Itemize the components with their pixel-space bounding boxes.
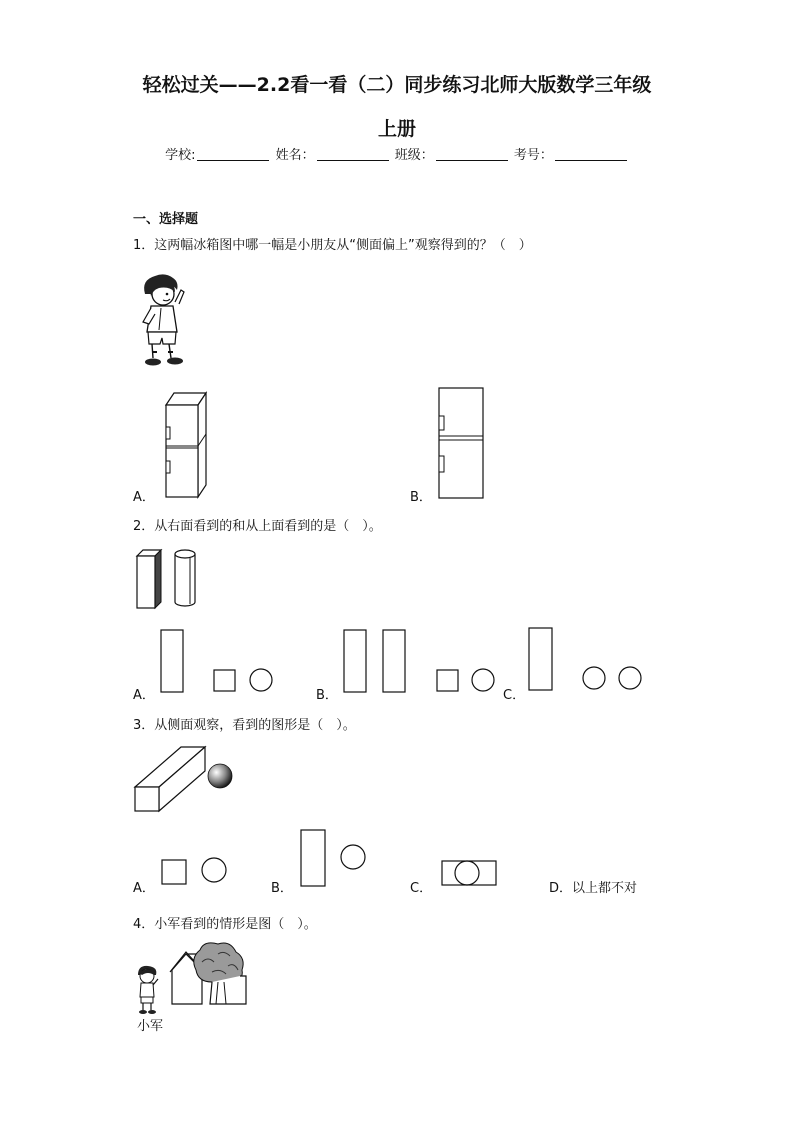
class-blank[interactable] [436, 148, 508, 161]
q3-option-d-label[interactable]: D．以上都不对 [549, 881, 638, 896]
exam-no-blank[interactable] [555, 148, 627, 161]
question-3-text: 3．从侧面观察，看到的图形是（ ）。 [133, 718, 356, 733]
q3-option-a-label[interactable]: A． [133, 881, 155, 896]
q2-option-c-label[interactable]: C． [503, 688, 526, 703]
child-figure-image [135, 272, 195, 372]
q3-option-b-label[interactable]: B． [271, 881, 293, 896]
xiaojun-figure-image [134, 965, 162, 1015]
name-blank[interactable] [317, 148, 389, 161]
q3-option-c-label[interactable]: C． [410, 881, 433, 896]
q3-option-a-shapes [160, 856, 230, 886]
q1-option-a-label[interactable]: A． [133, 490, 155, 505]
q2-option-a-label[interactable]: A． [133, 688, 155, 703]
q3-option-b-shapes [299, 828, 369, 888]
section-heading: 一、选择题 [133, 212, 199, 227]
school-blank[interactable] [197, 148, 269, 161]
house-and-tree-image [168, 940, 248, 1006]
name-label: 姓名： [275, 148, 315, 163]
exam-no-label: 考号： [513, 148, 553, 163]
q2-option-a-shapes [160, 628, 276, 694]
q2-option-c-shapes [528, 626, 644, 692]
q2-option-b-shapes [343, 628, 499, 694]
class-label: 班级： [394, 148, 434, 163]
q3-option-c-shapes [440, 858, 500, 888]
school-label: 学校: [165, 148, 196, 163]
fridge-option-a-image [160, 387, 210, 499]
page-title: 轻松过关——2.2看一看（二）同步练习北师大版数学三年级 [142, 74, 652, 96]
q2-option-b-label[interactable]: B． [316, 688, 338, 703]
page-title-line2: 上册 [377, 118, 416, 140]
q1-option-b-label[interactable]: B． [410, 490, 432, 505]
student-info-row [0, 144, 794, 163]
question-1-text: 1．这两幅冰箱图中哪一幅是小朋友从“侧面偏上”观察得到的？（ ） [133, 238, 532, 253]
question-2-text: 2．从右面看到的和从上面看到的是（ ）。 [133, 519, 382, 534]
prism-and-cylinder-image [133, 548, 203, 612]
xiaojun-caption: 小军 [137, 1019, 164, 1034]
question-4-text: 4．小军看到的情形是图（ ）。 [133, 917, 317, 932]
cuboid-and-sphere-image [133, 743, 243, 815]
fridge-option-b-image [435, 386, 487, 500]
